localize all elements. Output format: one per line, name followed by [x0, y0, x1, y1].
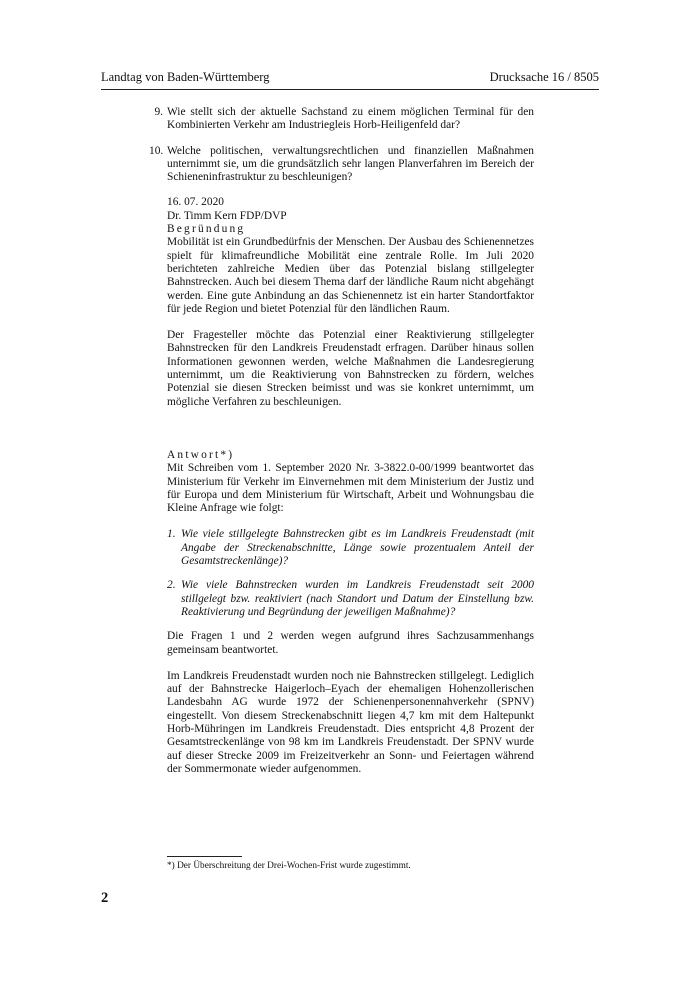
- question-list: [149, 106, 534, 184]
- footnote-divider: [167, 856, 242, 857]
- question-number: 9.: [154, 106, 163, 118]
- begruendung-paragraph: Der Fragesteller möchte das Potenzial einer Reaktivierung stillgelegter Bahnstrecken für den Landkreis Freudenstadt erfragen. Darüber hinaus sollen Informationen gewonnen werden, welche Maßnahmen die Landesregierung unternimmt, um die Reaktivierung von Bahnstrecken zu fördern, welches Potenzial sie diesen Strecken beimisst und was sie konkret unternimmt, um mögliche Verfahren zu beschleunigen.: [167, 329, 534, 408]
- list-item: [149, 144, 534, 185]
- question-text: Welche politischen, verwaltungsrechtlichen und finanziellen Maßnahmen unternimmt sie, um die grundsätzlich sehr langen Planverfahren im Bereich der Schieneninfrastruktur zu beschleunigen?: [167, 144, 534, 184]
- document-date: 16. 07. 2020: [167, 196, 224, 209]
- document-author: Dr. Timm Kern FDP/DVP: [167, 209, 287, 222]
- list-item: [167, 579, 534, 619]
- section-heading-begruendung: Begründung: [167, 223, 246, 236]
- antwort-intro: Mit Schreiben vom 1. September 2020 Nr. 3-3822.0-00/1999 beantwortet das Ministerium für Verkehr im Einvernehmen mit dem Ministerium der Justiz und für Europa und dem Ministerium für Wirtschaft, Arbeit und Wohnungsbau die Kleine Anfrage wie folgt:: [167, 462, 534, 515]
- question-text: Wie viele Bahnstrecken wurden im Landkreis Freudenstadt seit 2000 stillgelegt bzw. reaktiviert (nach Standort und Datum der Einstellung bzw. Reaktivierung und Begründung der jeweiligen Maßnahme)?: [181, 579, 534, 618]
- antwort-paragraph: Im Landkreis Freudenstadt wurden noch nie Bahnstrecken stillgelegt. Lediglich auf der Bahnstrecke Haigerloch–Eyach der ehemaligen Hohenzollerischen Landesbahn AG wurde 1972 der Schienenpersonennahverkehr (SPNV) eingestellt. Von diesem Streckenabschnitt liegen 4,7 km mit dem Haltepunkt Horb-Mühringen im Landkreis Freudenstadt. Dies entspricht 4,8 Prozent der Gesamtstreckenlänge von 98 km im Landkreis Freudenstadt. Der SPNV wurde auf dieser Strecke 2009 im Freizeitverkehr an Sonn- und Feiertagen während der Sommermonate wieder aufgenommen.: [167, 669, 534, 775]
- question-number: 2.: [167, 579, 176, 592]
- antwort-paragraph: Die Fragen 1 und 2 werden wegen aufgrund ihres Sachzusammenhangs gemeinsam beantwortet.: [167, 630, 534, 656]
- document-body: [149, 106, 534, 789]
- answer-question-list: [167, 528, 534, 619]
- header-document-number: Drucksache 16 / 8505: [489, 70, 599, 84]
- question-text: Wie stellt sich der aktuelle Sachstand zu einem möglichen Terminal für den Kombinierten Verkehr am Industriegleis Horb-Heiligenfeld dar?: [167, 106, 534, 132]
- question-number: 1.: [167, 528, 176, 541]
- begruendung-paragraph: Mobilität ist ein Grundbedürfnis der Menschen. Der Ausbau des Schienennetzes spielt für klimafreundliche Mobilität eine zentrale Rolle. Im Juli 2020 berichteten zahlreiche Medien über das Potenzial bislang stillgelegter Bahnstrecken. Auch bei diesem Thema darf der ländliche Raum nicht abgehängt werden. Eine gute Anbindung an das Schienennetz ist ein harter Standortfaktor für jede Region und bietet Potenzial für den ländlichen Raum.: [167, 236, 534, 315]
- page-number: 2: [101, 890, 109, 906]
- question-number: 10.: [149, 144, 164, 157]
- question-text: Wie viele stillgelegte Bahnstrecken gibt es im Landkreis Freudenstadt (mit Angabe der Streckenabschnitte, Länge sowie prozentualem Anteil der Gesamtstreckenlänge)?: [181, 528, 534, 568]
- footnote: *) Der Überschreitung der Drei-Wochen-Frist wurde zugestimmt.: [167, 861, 411, 871]
- page-header: [101, 70, 599, 90]
- list-item: [154, 106, 534, 133]
- header-parliament: Landtag von Baden-Württemberg: [101, 70, 270, 84]
- list-item: [167, 528, 534, 568]
- section-heading-antwort: Antwort*): [167, 448, 235, 461]
